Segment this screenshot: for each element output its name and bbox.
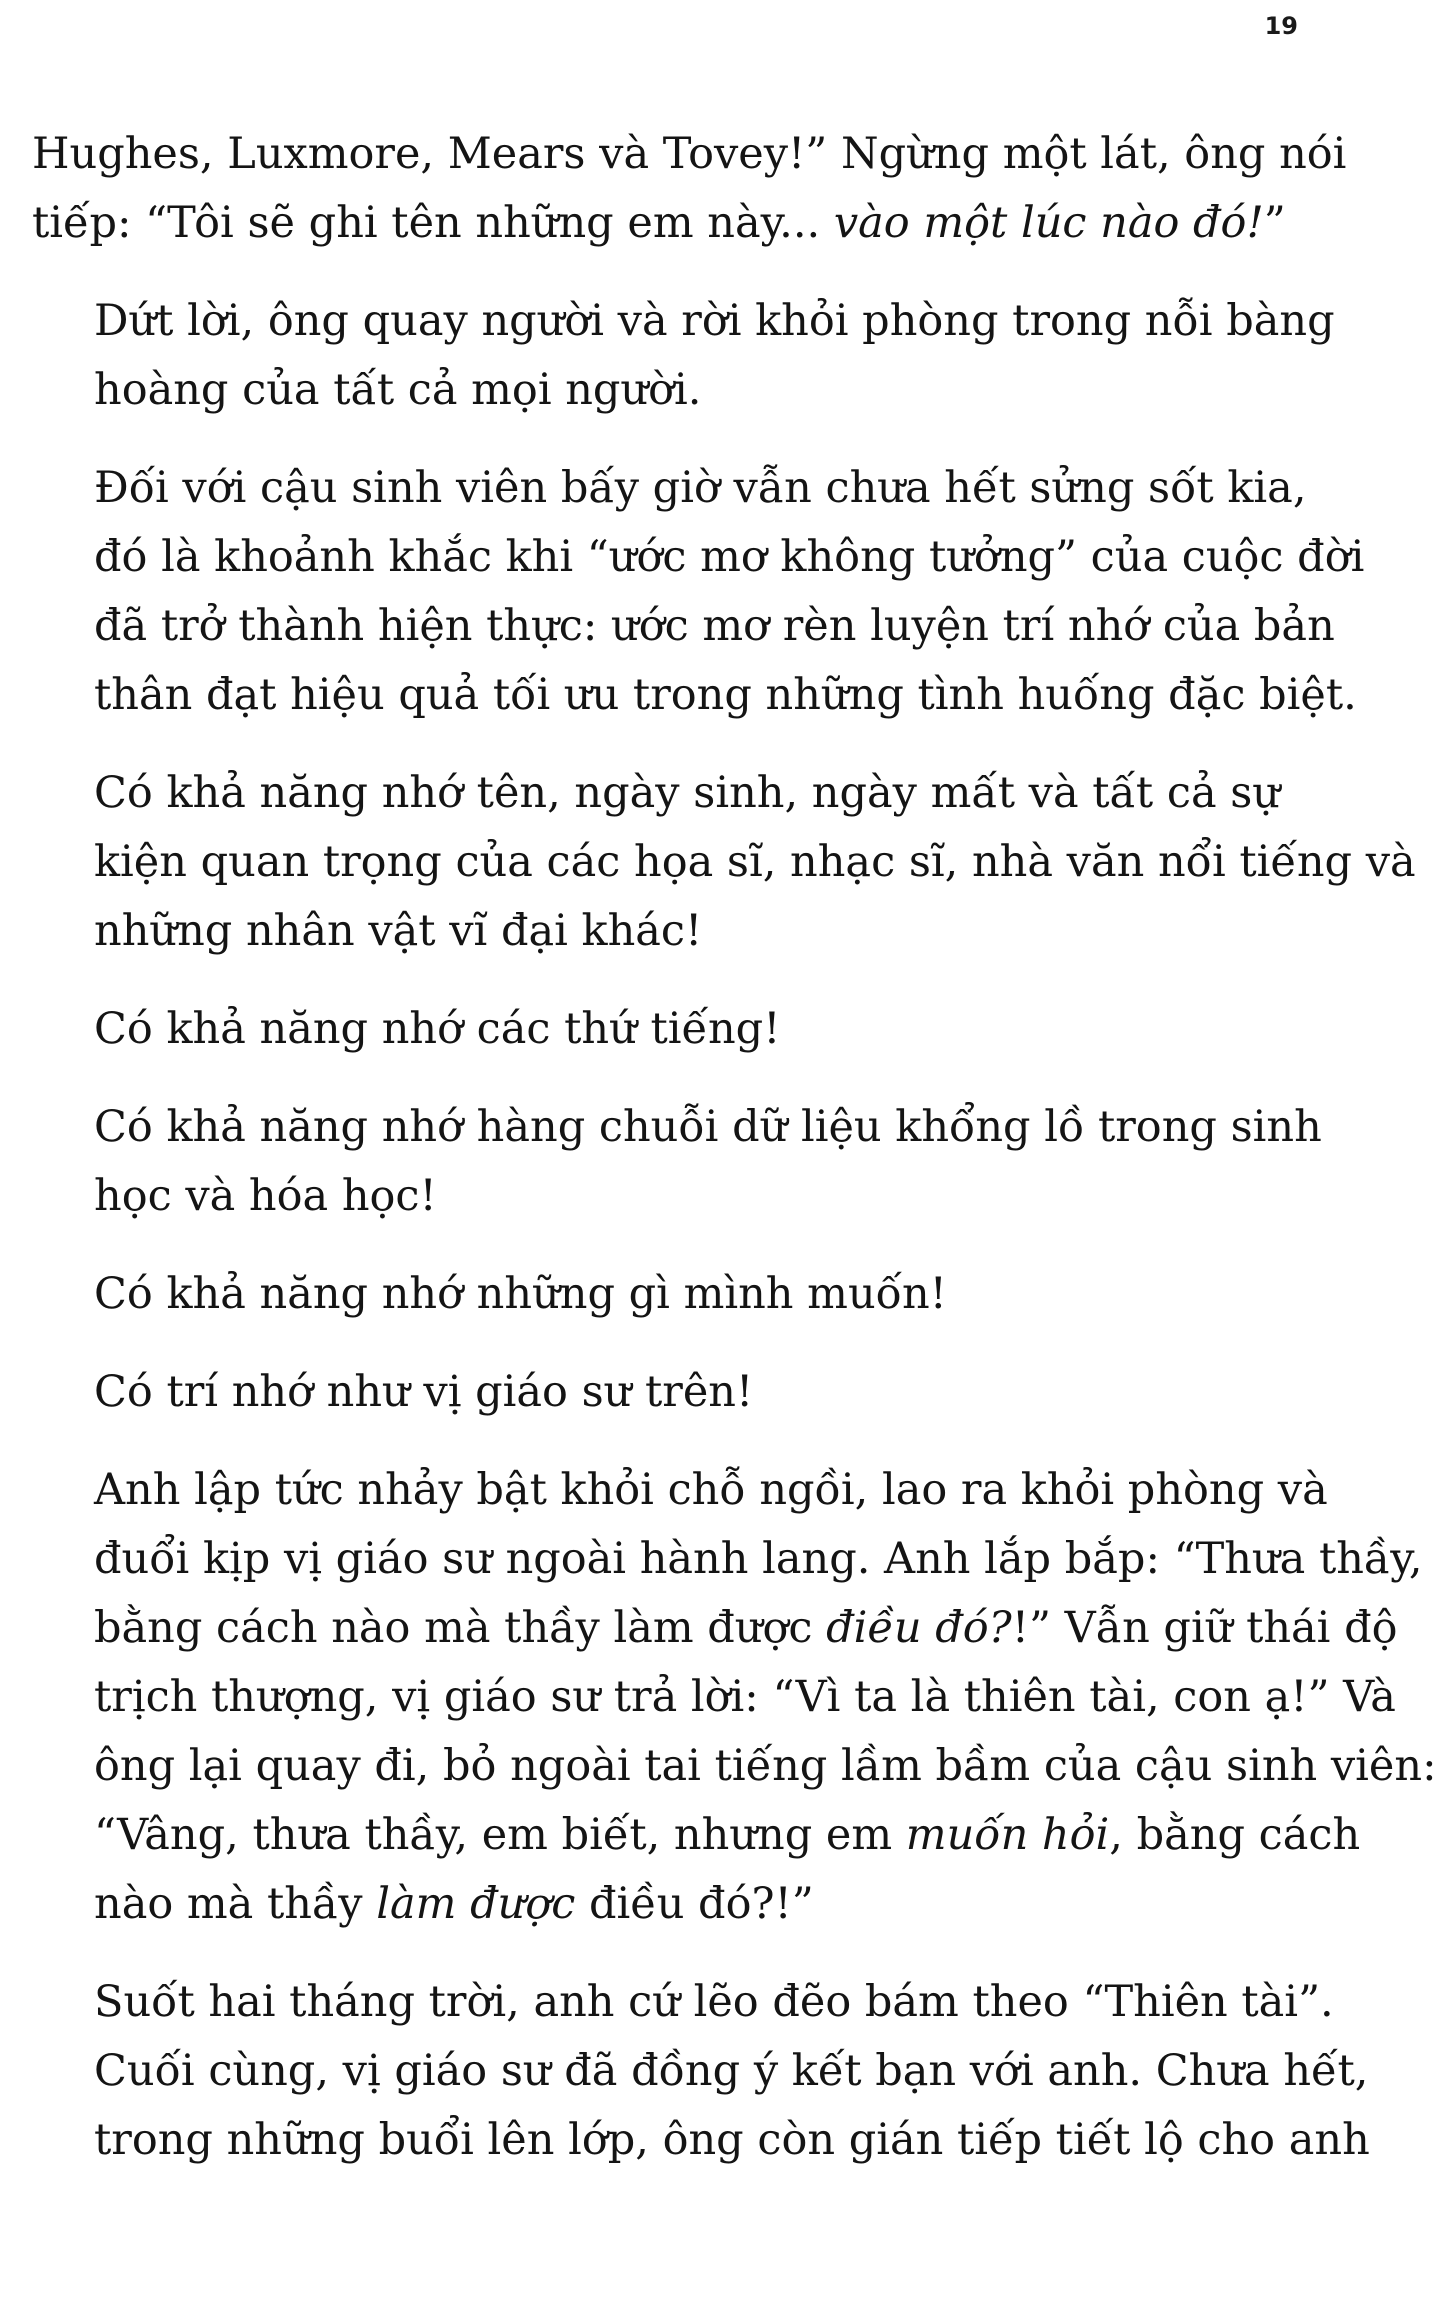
text-line: hoàng của tất cả mọi người. <box>94 365 702 415</box>
paragraph-5 <box>32 995 1232 1064</box>
text-line: đó là khoảnh khắc khi “ước mơ không tưởng” của cuộc đời <box>94 532 1365 582</box>
emphasis-text: điều đó? <box>826 1603 1012 1653</box>
text-line: những nhân vật vĩ đại khác! <box>94 906 703 956</box>
paragraph-7 <box>32 1260 1232 1329</box>
text-line: thân đạt hiệu quả tối ưu trong những tình huống đặc biệt. <box>94 670 1357 720</box>
page-number: 19 <box>1264 12 1298 40</box>
text-line: Có khả năng nhớ tên, ngày sinh, ngày mất và tất cả sự <box>94 768 1281 818</box>
text-line: kiện quan trọng của các họa sĩ, nhạc sĩ, nhà văn nổi tiếng và <box>94 837 1416 887</box>
text-line: trong những buổi lên lớp, ông còn gián tiếp tiết lộ cho anh <box>94 2115 1370 2165</box>
text-line: Suốt hai tháng trời, anh cứ lẽo đẽo bám theo “Thiên tài”. <box>94 1977 1334 2027</box>
text-line: Đối với cậu sinh viên bấy giờ vẫn chưa hết sửng sốt kia, <box>94 463 1307 513</box>
paragraph-4 <box>32 759 1416 966</box>
text-line: Có khả năng nhớ những gì mình muốn! <box>94 1269 947 1319</box>
text-line: Có trí nhớ như vị giáo sư trên! <box>94 1367 754 1417</box>
paragraph-10 <box>32 1968 1370 2175</box>
text-line: đã trở thành hiện thực: ước mơ rèn luyện trí nhớ của bản <box>94 601 1335 651</box>
text-line: học và hóa học! <box>94 1171 437 1221</box>
text-line: Anh lập tức nhảy bật khỏi chỗ ngồi, lao ra khỏi phòng và <box>94 1465 1328 1515</box>
paragraph-9 <box>32 1456 1437 1939</box>
emphasis-text: muốn hỏi <box>905 1810 1110 1860</box>
text-line: ông lại quay đi, bỏ ngoài tai tiếng lầm bầm của cậu sinh viên: <box>94 1741 1437 1791</box>
text-line: Cuối cùng, vị giáo sư đã đồng ý kết bạn với anh. Chưa hết, <box>94 2046 1369 2096</box>
text-line: Có khả năng nhớ hàng chuỗi dữ liệu khổng lồ trong sinh <box>94 1102 1322 1152</box>
text-line: bằng cách nào mà thầy làm được điều đó?!” Vẫn giữ thái độ <box>94 1603 1398 1653</box>
body-text <box>32 120 1437 2204</box>
paragraph-6 <box>32 1093 1322 1231</box>
text-line: tiếp: “Tôi sẽ ghi tên những em này... vào một lúc nào đó!” <box>32 198 1286 248</box>
paragraph-3 <box>32 454 1365 730</box>
paragraph-2 <box>32 287 1335 425</box>
text-line: Hughes, Luxmore, Mears và Tovey!” Ngừng một lát, ông nói <box>32 129 1347 179</box>
text-line: trịch thượng, vị giáo sư trả lời: “Vì ta là thiên tài, con ạ!” Và <box>94 1672 1396 1722</box>
text-line: Có khả năng nhớ các thứ tiếng! <box>94 1004 781 1054</box>
paragraph-8 <box>32 1358 1232 1427</box>
text-line: Dứt lời, ông quay người và rời khỏi phòng trong nỗi bàng <box>94 296 1335 346</box>
paragraph-1 <box>32 120 1347 258</box>
emphasis-text: vào một lúc nào đó! <box>833 198 1264 248</box>
text-line: đuổi kịp vị giáo sư ngoài hành lang. Anh lắp bắp: “Thưa thầy, <box>94 1534 1423 1584</box>
emphasis-text: làm được <box>376 1879 576 1929</box>
text-line: “Vâng, thưa thầy, em biết, nhưng em muốn hỏi, bằng cách <box>94 1810 1361 1860</box>
text-line: nào mà thầy làm được điều đó?!” <box>94 1879 814 1929</box>
